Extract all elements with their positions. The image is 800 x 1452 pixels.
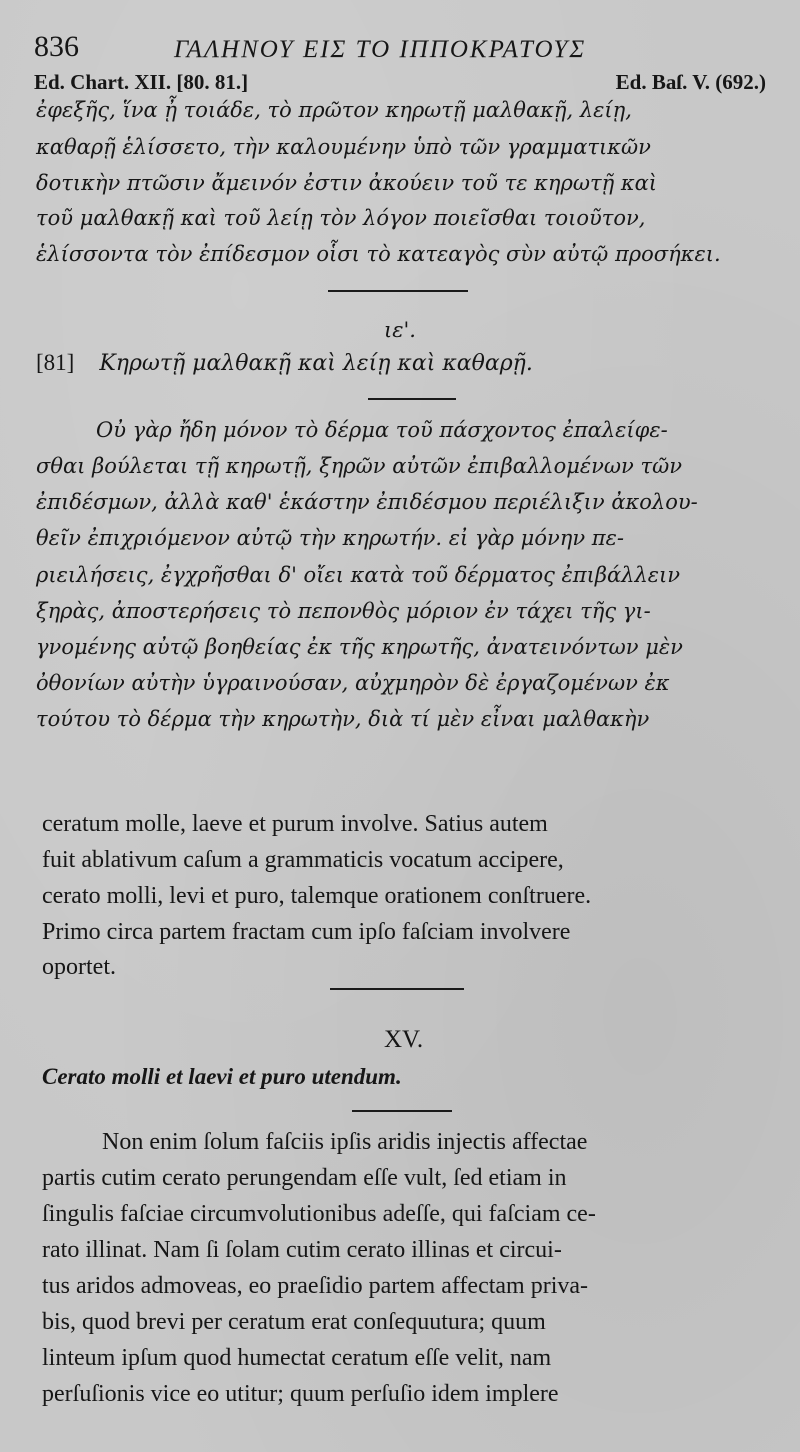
latin-comment-line: bis, quod brevi per ceratum erat conſequutura; quum — [42, 1309, 546, 1335]
greek-comment-line: Οὐ γὰρ ἤδη μόνον τὸ δέρμα τοῦ πάσχοντος ἐπαλείφε- — [96, 418, 668, 442]
greek-top-line: δοτικὴν πτῶσιν ἄμεινόν ἐστιν ἀκούειν τοῦ τε κηρωτῇ καὶ — [36, 171, 658, 195]
latin-top-line: cerato molli, levi et puro, talemque orationem conſtruere. — [42, 883, 592, 909]
greek-comment-line: σθαι βούλεται τῇ κηρωτῇ, ξηρῶν αὐτῶν ἐπιβαλλομένων τῶν — [36, 454, 682, 478]
section-divider — [328, 290, 468, 292]
latin-comment-line: tus aridos admoveas, eo praeſidio partem affectam priva- — [42, 1273, 589, 1299]
greek-comment-line: ὀθονίων αὐτὴν ὑγραινούσαν, αὐχμηρὸν δὲ ἐργαζομένων ἐκ — [36, 671, 670, 695]
latin-top-line: fuit ablativum caſum a grammaticis vocatum accipere, — [42, 847, 564, 873]
edition-chartier: Ed. Chart. XII. [80. 81.] — [34, 70, 249, 94]
page-header — [34, 30, 766, 66]
latin-top-line: Primo circa partem fractam cum ipſo faſciam involvere — [42, 919, 571, 945]
greek-comment-line: γνομένης αὐτῷ βοηθείας ἐκ τῆς κηρωτῆς, ἀνατεινόντων μὲν — [36, 635, 683, 659]
greek-top-line: ἑλίσσοντα τὸν ἐπίδεσμον οἷσι τὸ κατεαγὸς σὺν αὐτῷ προσήκει. — [36, 242, 721, 266]
greek-top-line: ἐφεξῆς, ἵνα ᾖ τοιάδε, τὸ πρῶτον κηρωτῇ μαλθακῇ, λείῃ, — [36, 98, 632, 122]
greek-top-line: καθαρῇ ἑλίσσετο, τὴν καλουμένην ὑπὸ τῶν γραμματικῶν — [36, 135, 651, 159]
edition-basel: Ed. Baſ. V. (692.) — [615, 70, 766, 94]
greek-comment-line: ριειλήσεις, ἐγχρῆσθαι δ' οἴει κατὰ τοῦ δέρματος ἐπιβάλλειν — [36, 563, 681, 587]
greek-comment-line: ἐπιδέσμων, ἀλλὰ καθ' ἑκάστην ἐπιδέσμου περιέλιξιν ἀκολου- — [36, 490, 698, 514]
latin-comment-line: linteum ipſum quod humectat ceratum eſſe velit, nam — [42, 1345, 552, 1371]
greek-section-number: ιε'. — [384, 318, 416, 342]
latin-lemma: Cerato molli et laevi et puro utendum. — [42, 1064, 402, 1089]
greek-comment-line: ξηρὰς, ἀποστερήσεις τὸ πεπονθὸς μόριον ἐν τάχει τῆς γι- — [36, 599, 651, 623]
latin-top-line: oportet. — [42, 954, 116, 980]
page-number: 836 — [34, 30, 79, 63]
greek-top-line: τοῦ μαλθακῇ καὶ τοῦ λείῃ τὸν λόγον ποιεῖσθαι τοιοῦτον, — [36, 206, 646, 230]
latin-comment-line: perſuſionis vice eo utitur; quum perſuſio idem implere — [42, 1381, 559, 1407]
section-divider — [330, 988, 464, 990]
latin-top-line: ceratum molle, laeve et purum involve. Satius autem — [42, 811, 548, 837]
lemma-divider — [352, 1110, 452, 1112]
latin-section-number: XV. — [384, 1026, 424, 1053]
greek-comment-line: θεῖν ἐπιχριόμενον αὐτῷ τὴν κηρωτήν. εἰ γὰρ μόνην πε- — [36, 526, 624, 550]
lemma-divider — [368, 398, 456, 400]
running-head: ΓΑΛΗΝΟΥ ΕΙΣ ΤΟ ΙΠΠΟΚΡΑΤΟΥΣ — [174, 36, 587, 63]
latin-comment-line: rato illinat. Nam ſi ſolam cutim cerato illinas et circui- — [42, 1237, 562, 1263]
greek-lemma-text: Κηρωτῇ μαλθακῇ καὶ λείῃ καὶ καθαρῇ. — [99, 351, 533, 376]
latin-comment-line: ſingulis faſciae circumvolutionibus adeſſe, qui faſciam ce- — [42, 1201, 596, 1227]
latin-comment-line: partis cutim cerato perungendam eſſe vult, ſed etiam in — [42, 1165, 567, 1191]
greek-lemma-bracket: [81] — [36, 350, 75, 375]
edition-reference — [34, 70, 766, 96]
greek-comment-line: τούτου τὸ δέρμα τὴν κηρωτὴν, διὰ τί μὲν εἶναι μαλθακὴν — [36, 707, 650, 731]
latin-comment-line: Non enim ſolum faſciis ipſis aridis injectis affectae — [102, 1129, 588, 1155]
greek-lemma — [36, 350, 533, 376]
